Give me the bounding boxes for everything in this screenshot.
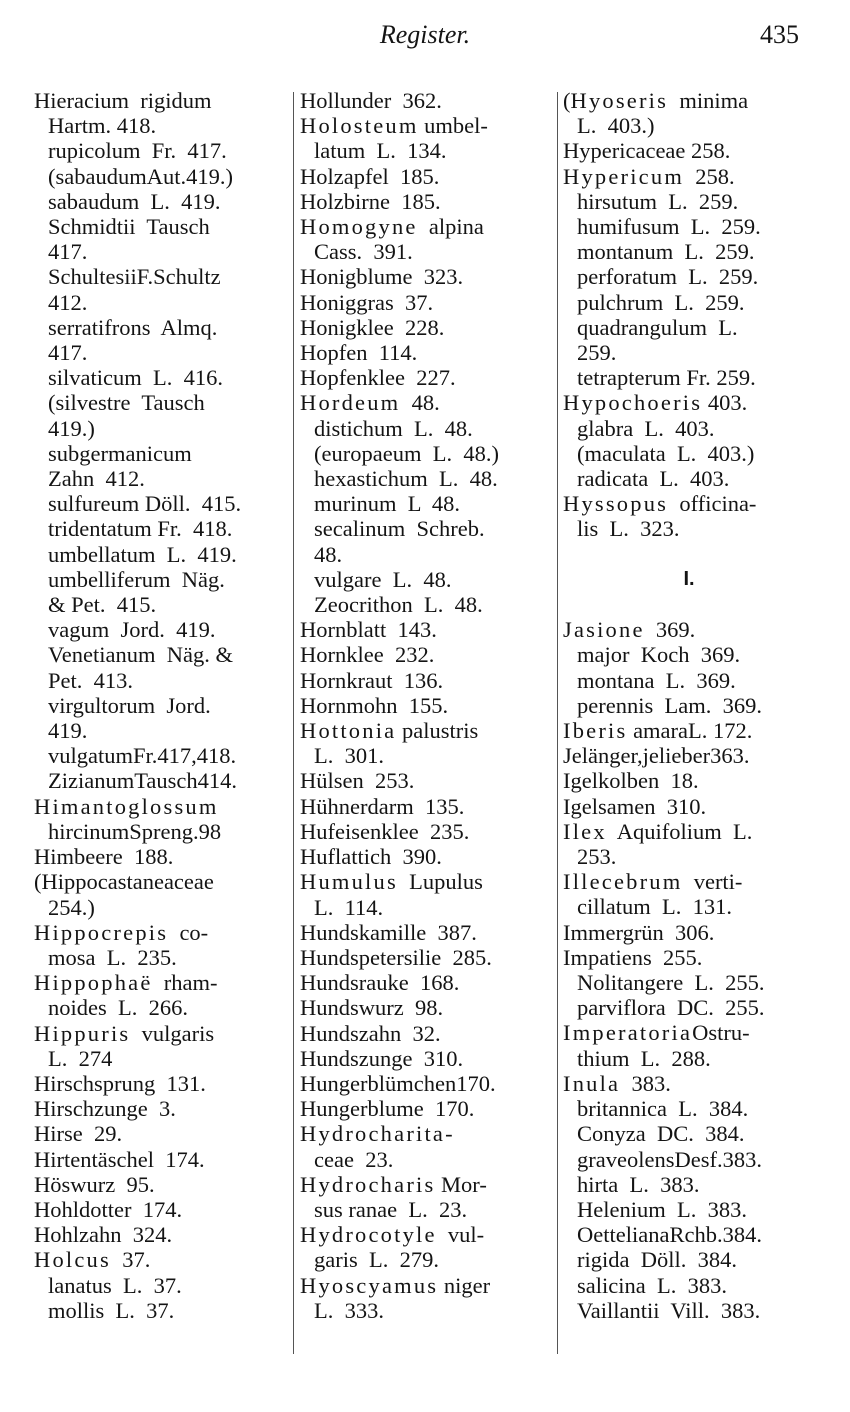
index-subentry: tetrapterum Fr. 259. <box>577 365 756 391</box>
index-entry: Hülsen 253. <box>300 768 415 794</box>
index-entry: Hundszunge 310. <box>300 1045 464 1071</box>
index-subentry: 48. <box>314 541 343 567</box>
index-subentry: parviflora DC. 255. <box>577 995 765 1021</box>
index-subentry: Hartm. 418. <box>48 113 157 139</box>
index-entry: Hufeisenklee 235. <box>300 818 470 844</box>
index-subentry: garis L. 279. <box>314 1247 439 1273</box>
index-entry: Jasione 369. <box>563 617 696 643</box>
index-subentry: perennis Lam. 369. <box>577 692 762 718</box>
index-subentry: distichum L. 48. <box>314 415 473 441</box>
index-entry: Hundspetersilie 285. <box>300 944 492 970</box>
genus-name: Hippophaë <box>34 970 153 996</box>
running-head-title: Register. <box>379 20 471 49</box>
index-entry: Jelänger,jelieber363. <box>563 743 750 769</box>
index-entry: Humulus Lupulus <box>300 869 483 895</box>
index-entry: Hirschzunge 3. <box>34 1096 176 1122</box>
genus-name: Inula <box>563 1070 621 1096</box>
index-entry: Hühnerdarm 135. <box>300 793 465 819</box>
index-subentry: noides L. 266. <box>48 995 188 1021</box>
index-subentry: lanatus L. 37. <box>48 1272 182 1298</box>
index-entry: Hundsrauke 168. <box>300 970 460 996</box>
index-subentry: Schmidtii Tausch <box>48 214 210 240</box>
index-entry: Ilex Aquifolium L. <box>563 818 753 844</box>
index-subentry: mollis L. 37. <box>48 1297 175 1323</box>
index-subentry: (sabaudumAut.419.) <box>48 163 233 189</box>
index-subentry: Zeocrithon L. 48. <box>314 592 483 618</box>
genus-name: Hypericum <box>563 163 685 189</box>
index-subentry: Zahn 412. <box>48 466 145 492</box>
index-subentry: L. 403.) <box>577 113 655 139</box>
index-subentry: pulchrum L. 259. <box>577 289 745 315</box>
index-subentry: ceae 23. <box>314 1146 394 1172</box>
index-subentry: rupicolum Fr. 417. <box>48 138 227 164</box>
genus-name: Hyssopus <box>563 491 669 517</box>
index-subentry: (silvestre Tausch <box>48 390 205 416</box>
index-subentry: umbellatum L. 419. <box>48 541 237 567</box>
index-subentry: Nolitangere L. 255. <box>577 970 765 996</box>
index-entry: Hypochoeris 403. <box>563 390 748 416</box>
index-entry: Holosteum umbel- <box>300 113 488 139</box>
index-subentry: SchultesiiF.Schultz <box>48 264 221 290</box>
index-subentry: mosa L. 235. <box>48 944 177 970</box>
index-subentry: perforatum L. 259. <box>577 264 759 290</box>
index-entry: Hundszahn 32. <box>300 1020 441 1046</box>
index-subentry: Vaillantii Vill. 383. <box>577 1297 761 1323</box>
genus-name: Holcus <box>34 1247 111 1273</box>
index-entry: Honiggras 37. <box>300 289 434 315</box>
genus-name: Hydrocharis <box>300 1171 436 1197</box>
index-column-1 <box>34 88 290 1323</box>
index-entry: Hornmohn 155. <box>300 692 449 718</box>
index-subentry: virgultorum Jord. <box>48 692 211 718</box>
index-entry: Homogyne alpina <box>300 214 484 240</box>
index-subentry: hircinumSpreng.98 <box>48 818 222 844</box>
index-subentry: OettelianaRchb.384. <box>577 1222 762 1248</box>
blank-line <box>563 542 815 567</box>
index-subentry: L. 274 <box>48 1045 113 1071</box>
genus-name: Jasione <box>563 617 645 643</box>
index-entry: Hordeum 48. <box>300 390 440 416</box>
genus-name: Holosteum <box>300 113 419 139</box>
index-entry: Huflattich 390. <box>300 844 442 870</box>
index-subentry: Conyza DC. 384. <box>577 1121 745 1147</box>
index-entry: Hippocrepis co- <box>34 919 209 945</box>
index-entry: Hirse 29. <box>34 1121 123 1147</box>
index-entry: ImperatoriaOstru- <box>563 1020 750 1046</box>
index-subentry: radicata L. 403. <box>577 466 730 492</box>
index-subentry: montana L. 369. <box>577 667 736 693</box>
index-entry: Hydrocharita- <box>300 1121 453 1147</box>
index-subentry: serratifrons Almq. <box>48 314 218 340</box>
index-subentry: cillatum L. 131. <box>577 894 732 920</box>
index-subentry: montanum L. 259. <box>577 239 755 265</box>
index-subentry: lis L. 323. <box>577 516 680 542</box>
index-column-3 <box>563 88 815 1323</box>
index-entry: Holcus 37. <box>34 1247 151 1273</box>
index-entry: Inula 383. <box>563 1070 671 1096</box>
index-entry: Hornklee 232. <box>300 642 435 668</box>
index-entry: Illecebrum verti- <box>563 869 743 895</box>
index-entry: Igelkolben 18. <box>563 768 699 794</box>
index-entry: Hornblatt 143. <box>300 617 437 643</box>
index-subentry: quadrangulum L. <box>577 314 738 340</box>
index-entry: Honigklee 228. <box>300 314 445 340</box>
genus-name: Homogyne <box>300 214 418 240</box>
index-subentry: vulgare L. 48. <box>314 566 452 592</box>
genus-name: Illecebrum <box>563 869 683 895</box>
index-subentry: vagum Jord. 419. <box>48 617 216 643</box>
genus-name: Hyoscyamus <box>300 1272 439 1298</box>
index-subentry: (europaeum L. 48.) <box>314 440 499 466</box>
index-entry: Hornkraut 136. <box>300 667 444 693</box>
index-entry: Hypericaceae 258. <box>563 138 731 164</box>
genus-name: Hydrocotyle <box>300 1222 437 1248</box>
index-entry: Hollunder 362. <box>300 88 442 113</box>
index-subentry: 254.) <box>48 894 95 920</box>
genus-name: Hippuris <box>34 1020 131 1046</box>
index-subentry: 259. <box>577 340 617 366</box>
index-subentry: salicina L. 383. <box>577 1272 727 1298</box>
index-subentry: ZizianumTausch414. <box>48 768 237 794</box>
column-rule-left <box>293 92 294 1354</box>
index-entry: Hungerblume 170. <box>300 1096 475 1122</box>
index-subentry: 419.) <box>48 415 95 441</box>
index-subentry: sulfureum Döll. 415. <box>48 491 242 517</box>
index-entry: Hohldotter 174. <box>34 1196 183 1222</box>
index-subentry: rigida Döll. 384. <box>577 1247 737 1273</box>
index-subentry: graveolensDesf.383. <box>577 1146 762 1172</box>
index-subentry: Helenium L. 383. <box>577 1196 747 1222</box>
index-entry: Hippophaë rham- <box>34 970 218 996</box>
index-entry: Impatiens 255. <box>563 944 703 970</box>
index-entry: Hundskamille 387. <box>300 919 477 945</box>
index-entry: Honigblume 323. <box>300 264 464 290</box>
section-letter: I. <box>683 567 695 590</box>
genus-name: Hordeum <box>300 390 401 416</box>
index-entry: Hohlzahn 324. <box>34 1222 173 1248</box>
index-subentry: 412. <box>48 289 88 315</box>
index-subentry: thium L. 288. <box>577 1045 711 1071</box>
index-subentry: 419. <box>48 718 88 744</box>
index-entry <box>34 794 290 819</box>
index-subentry: 417. <box>48 340 88 366</box>
index-entry: Igelsamen 310. <box>563 793 707 819</box>
index-subentry: vulgatumFr.417,418. <box>48 743 237 769</box>
index-entry: Immergrün 306. <box>563 919 715 945</box>
genus-name: Imperatoria <box>563 1020 693 1046</box>
index-entry: Holzbirne 185. <box>300 188 441 214</box>
index-subentry: L. 301. <box>314 743 384 769</box>
index-entry: Hopfenklee 227. <box>300 365 456 391</box>
index-entry: Hydrocotyle vul- <box>300 1222 485 1248</box>
index-subentry: hexastichum L. 48. <box>314 466 498 492</box>
column-rule-right <box>557 92 558 1354</box>
genus-name: Hottonia <box>300 718 397 744</box>
index-subentry: tridentatum Fr. 418. <box>48 516 233 542</box>
index-subentry: latum L. 134. <box>314 138 447 164</box>
index-entry: Hippuris vulgaris <box>34 1020 215 1046</box>
index-subentry: Pet. 413. <box>48 667 134 693</box>
index-subentry: britannica L. 384. <box>577 1096 749 1122</box>
index-subentry: umbelliferum Näg. <box>48 566 225 592</box>
genus-name: Hypochoeris <box>563 390 703 416</box>
page-number: 435 <box>760 20 799 49</box>
index-entry: Hypericum 258. <box>563 163 735 189</box>
index-subentry: major Koch 369. <box>577 642 741 668</box>
genus-name: Hippocrepis <box>34 919 169 945</box>
index-entry: Hydrocharis Mor- <box>300 1171 487 1197</box>
index-entry: Hirtentäschel 174. <box>34 1146 205 1172</box>
genus-name: Himantoglossum <box>34 793 219 819</box>
genus-name: Humulus <box>300 869 398 895</box>
index-subentry: sus ranae L. 23. <box>314 1196 468 1222</box>
index-subentry: murinum L 48. <box>314 491 461 517</box>
index-entry: Hopfen 114. <box>300 340 418 366</box>
index-subentry: hirta L. 383. <box>577 1171 700 1197</box>
index-subentry: L. 333. <box>314 1297 384 1323</box>
index-column-2 <box>300 88 554 1323</box>
index-entry: (Hyoseris minima <box>563 88 749 113</box>
index-entry: Hieracium rigidum <box>34 88 212 113</box>
blank-line <box>563 592 815 617</box>
index-subentry: Venetianum Näg. & <box>48 642 233 668</box>
genus-name: Ilex <box>563 818 607 844</box>
index-subentry: silvaticum L. 416. <box>48 365 223 391</box>
index-entry: Hyssopus officina- <box>563 491 757 517</box>
index-subentry: 253. <box>577 844 617 870</box>
index-entry: Hottonia palustris <box>300 718 479 744</box>
index-entry: Himbeere 188. <box>34 844 174 870</box>
index-subentry: (maculata L. 403.) <box>577 440 755 466</box>
index-subentry: humifusum L. 259. <box>577 214 761 240</box>
genus-name: Iberis <box>563 718 628 744</box>
index-subentry: glabra L. 403. <box>577 415 715 441</box>
index-entry: Hyoscyamus niger <box>300 1272 491 1298</box>
index-subentry: & Pet. 415. <box>48 592 157 618</box>
index-subentry: L. 114. <box>314 894 384 920</box>
index-subentry: 417. <box>48 239 88 265</box>
genus-name: Hydrocharita <box>300 1121 446 1147</box>
index-entry: Hungerblümchen170. <box>300 1070 496 1096</box>
index-entry: Höswurz 95. <box>34 1171 155 1197</box>
index-subentry: sabaudum L. 419. <box>48 188 221 214</box>
index-subentry: hirsutum L. 259. <box>577 188 739 214</box>
index-entry: Hundswurz 98. <box>300 995 444 1021</box>
index-entry: Hirschsprung 131. <box>34 1070 206 1096</box>
index-subentry: subgermanicum <box>48 440 192 466</box>
index-entry: Holzapfel 185. <box>300 163 440 189</box>
index-entry: Iberis amaraL. 172. <box>563 718 753 744</box>
index-entry: (Hippocastaneaceae <box>34 869 214 895</box>
index-subentry: Cass. 391. <box>314 239 413 265</box>
index-subentry: secalinum Schreb. <box>314 516 485 542</box>
genus-name: Hyoseris <box>570 88 669 113</box>
